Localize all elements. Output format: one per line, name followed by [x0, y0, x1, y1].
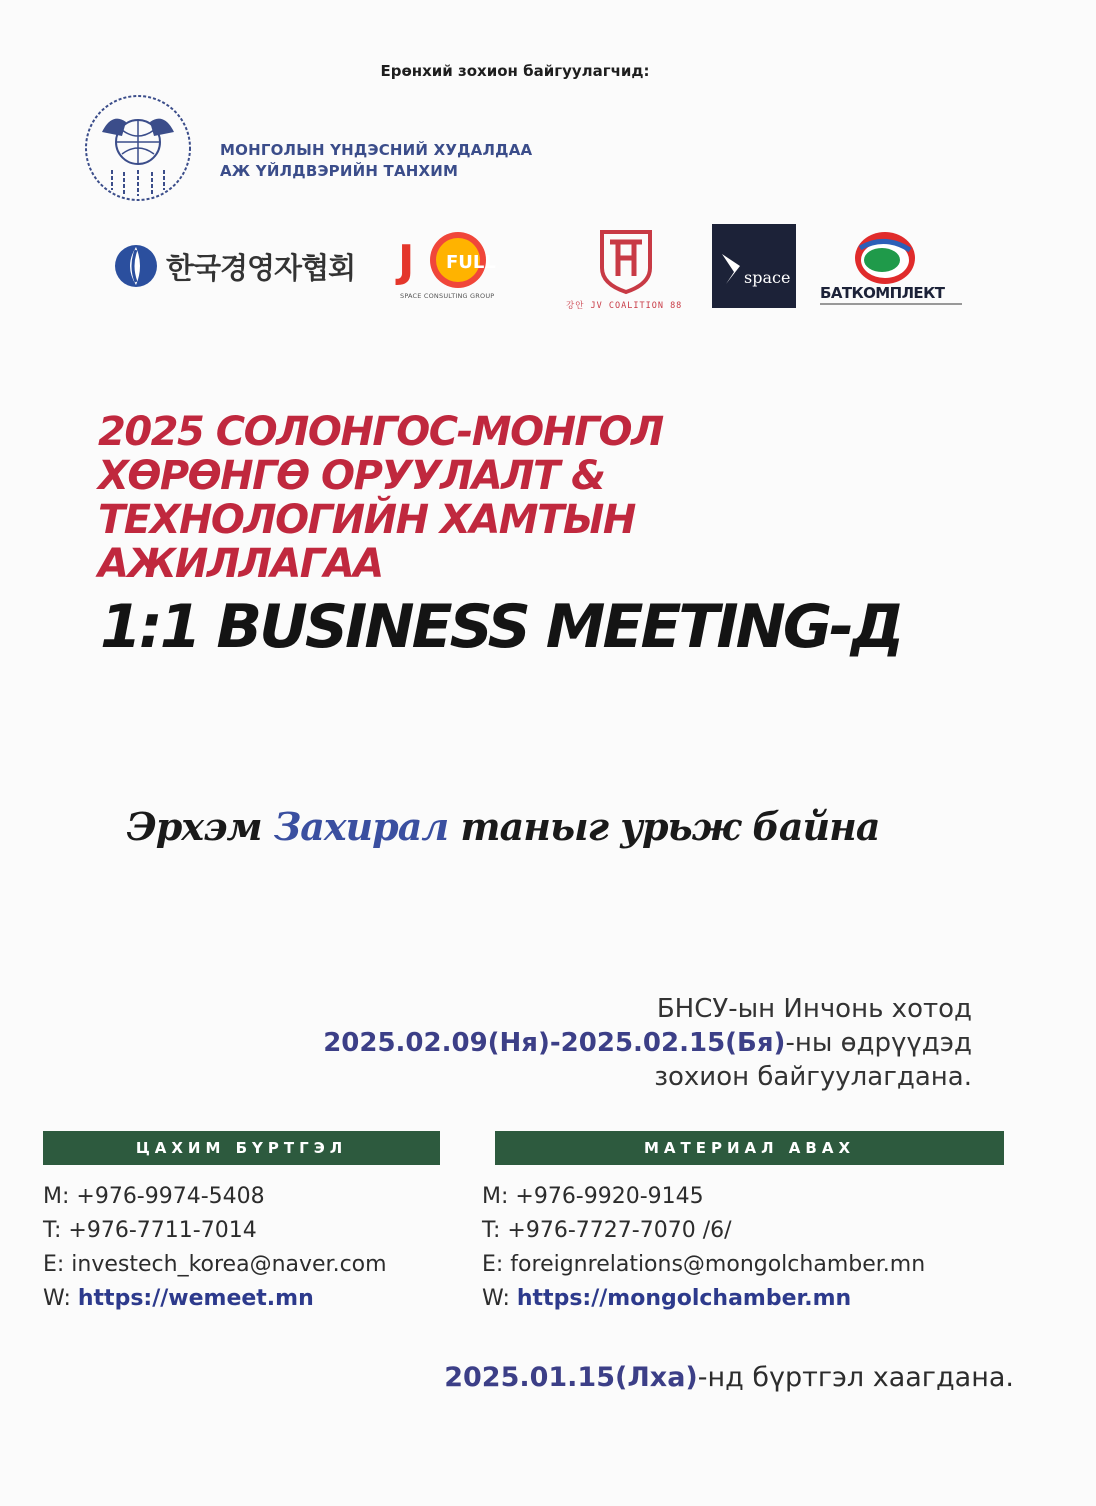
kma-logo-text: 한국경영자협회 — [166, 251, 356, 285]
deadline-suffix: -нд бүртгэл хаагдана. — [697, 1362, 1014, 1393]
event-title-line3: ТЕХНОЛОГИЙН ХАМТЫН — [98, 497, 635, 543]
venue-location: БНСУ-ын Инчонь хотод — [656, 994, 972, 1024]
event-title-line1: 2025 СОЛОНГОС-МОНГОЛ — [98, 409, 663, 455]
jv-coalition-logo-icon — [598, 228, 654, 294]
invitation-highlight: Захирал — [273, 804, 449, 849]
registration-deadline — [444, 1362, 1014, 1393]
venue-dates-suffix: -ны өдрүүдэд — [785, 1028, 972, 1058]
event-title-line2: ХӨРӨНГӨ ОРУУЛАЛТ & — [98, 453, 605, 499]
registration-web-label: W: — [43, 1286, 78, 1311]
invitation-line — [0, 804, 1006, 849]
registration-header: ЦАХИМ БҮРТГЭЛ — [43, 1131, 440, 1165]
organizers-label: Ерөнхий зохион байгуулагчид: — [380, 62, 650, 80]
registration-contacts — [43, 1180, 387, 1316]
batkomplekt-logo-text: БАТКОМПЛЕКТ — [820, 284, 945, 302]
event-title-line4: АЖИЛЛАГАА — [98, 541, 383, 587]
invitation-pre: Эрхэм — [126, 804, 274, 849]
jfull-logo-icon — [398, 228, 496, 290]
venue-info — [323, 992, 972, 1094]
kma-logo-icon — [114, 244, 158, 288]
materials-header: МАТЕРИАЛ АВАХ — [495, 1131, 1004, 1165]
batkomplekt-logo-icon — [852, 230, 918, 286]
svg-text:FULL: FULL — [446, 252, 496, 273]
materials-web — [482, 1282, 925, 1316]
materials-web-label: W: — [482, 1286, 517, 1311]
space-logo-text: space — [744, 268, 791, 287]
jfull-subtitle: SPACE CONSULTING GROUP — [400, 292, 495, 300]
registration-web-link[interactable]: https://wemeet.mn — [77, 1286, 314, 1311]
space-mark-icon — [720, 252, 744, 286]
chamber-name — [220, 140, 532, 182]
event-subtitle: 1:1 BUSINESS MEETING-Д — [100, 592, 902, 662]
chamber-seal-logo — [82, 92, 194, 204]
invitation-post: таныг урьж байна — [448, 804, 880, 849]
registration-phone: T: +976-7711-7014 — [43, 1218, 257, 1243]
chamber-name-line1: МОНГОЛЫН ҮНДЭСНИЙ ХУДАЛДАА — [220, 141, 533, 159]
event-title — [98, 410, 663, 586]
materials-contacts — [482, 1180, 925, 1316]
venue-dates: 2025.02.09(Ня)-2025.02.15(Бя) — [323, 1028, 786, 1058]
chamber-name-line2: АЖ ҮЙЛДВЭРИЙН ТАНХИМ — [220, 162, 459, 180]
deadline-date: 2025.01.15(Лха) — [444, 1362, 698, 1393]
venue-organized: зохион байгуулагдана. — [654, 1062, 972, 1092]
materials-web-link[interactable]: https://mongolchamber.mn — [516, 1286, 852, 1311]
materials-phone: T: +976-7727-7070 /6/ — [482, 1218, 732, 1243]
svg-text:J: J — [398, 236, 415, 287]
batkomplekt-underline — [820, 303, 962, 305]
materials-email[interactable]: E: foreignrelations@mongolchamber.mn — [482, 1252, 926, 1277]
registration-web — [43, 1282, 387, 1316]
jv-coalition-text: 강안 JV COALITION 88 — [566, 301, 683, 311]
registration-email[interactable]: E: investech_korea@naver.com — [43, 1252, 387, 1277]
materials-mobile: M: +976-9920-9145 — [482, 1184, 704, 1209]
registration-mobile: M: +976-9974-5408 — [43, 1184, 265, 1209]
venue-dates-line — [323, 1026, 972, 1060]
